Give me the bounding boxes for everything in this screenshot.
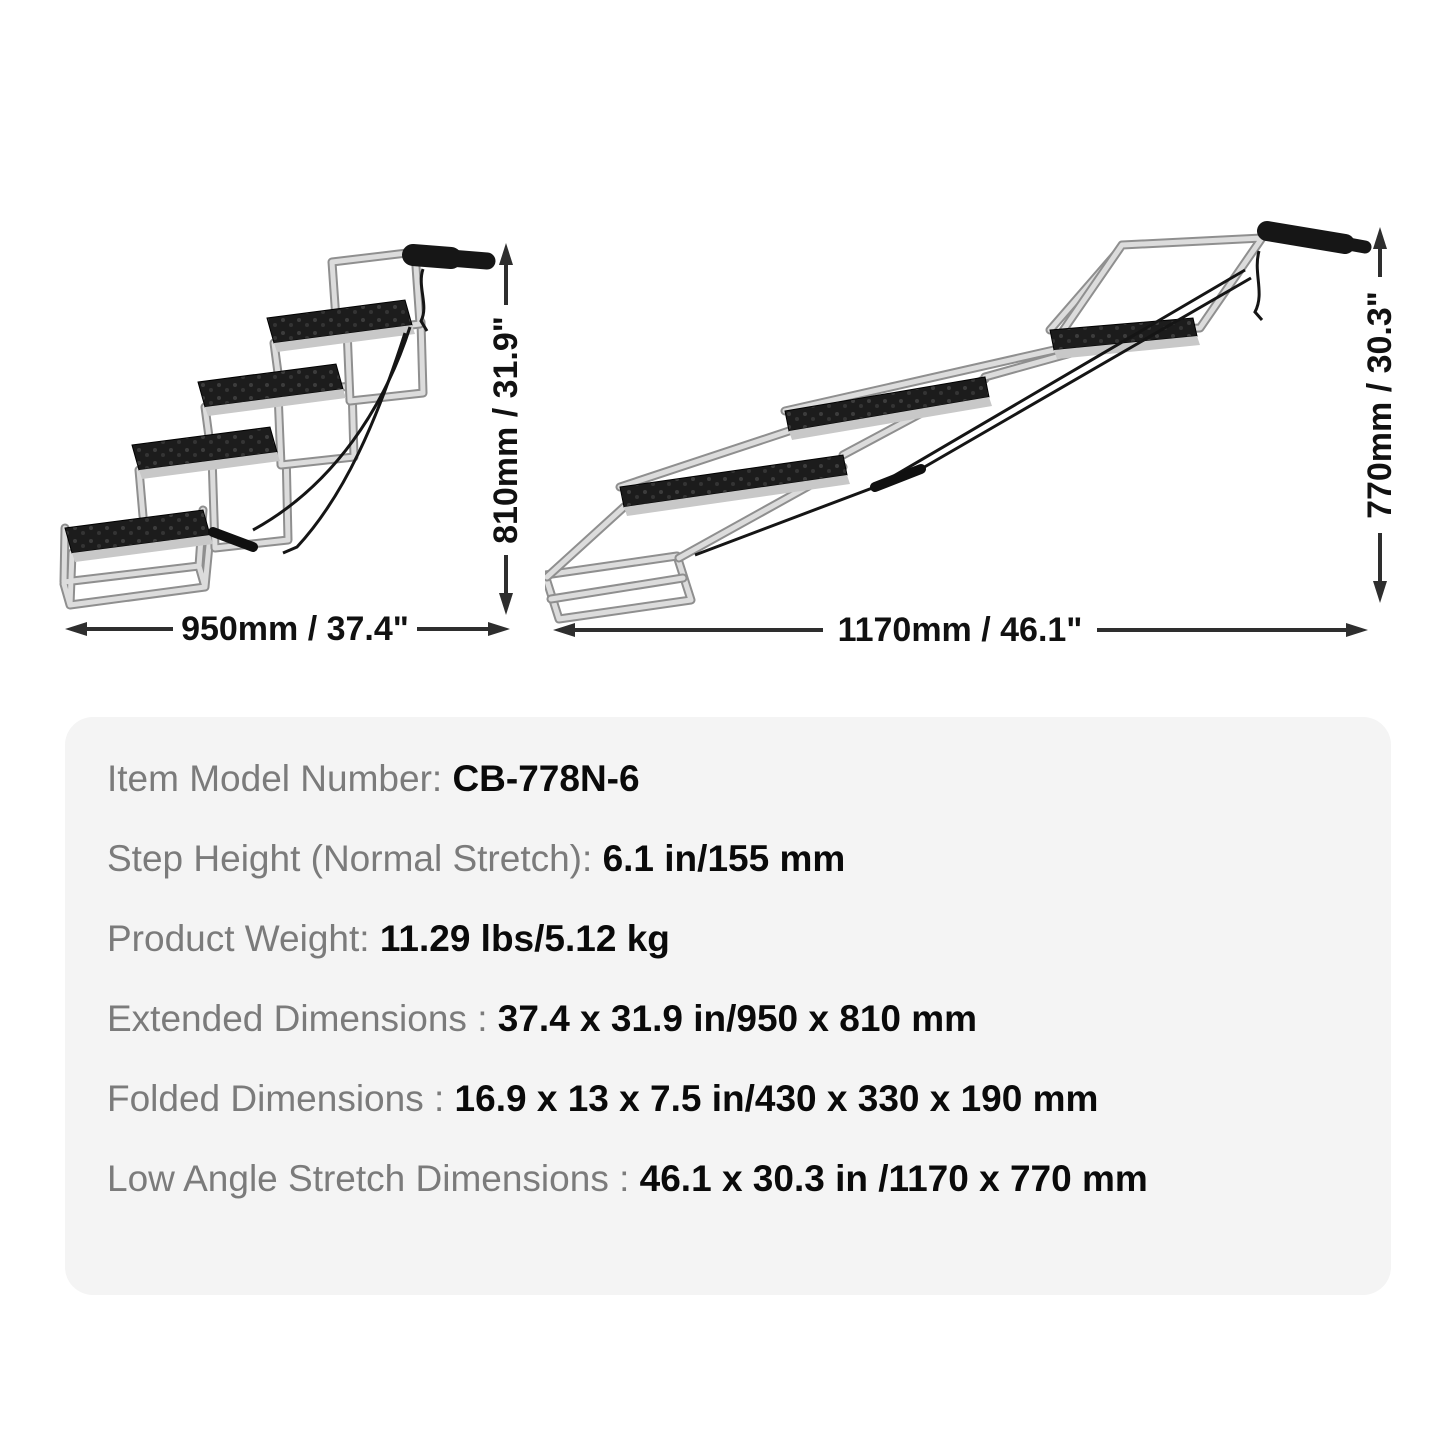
spec-label: Extended Dimensions : — [107, 998, 498, 1039]
height-dimension-line — [1361, 227, 1399, 603]
spec-label: Step Height (Normal Stretch): — [107, 838, 603, 879]
spec-label: Low Angle Stretch Dimensions : — [107, 1158, 640, 1199]
low-angle-view-image — [545, 215, 1400, 650]
width-dimension-line — [65, 610, 510, 645]
pet-stairs-extended-drawing — [55, 225, 525, 645]
extended-view-image — [55, 225, 525, 645]
spec-value: 16.9 x 13 x 7.5 in/430 x 330 x 190 mm — [454, 1078, 1099, 1119]
spec-row-model-number — [107, 739, 1361, 819]
spec-row-step-height — [107, 819, 1361, 899]
extended-width-dimension-label: 950mm / 37.4" — [181, 610, 409, 645]
spec-value: 6.1 in/155 mm — [602, 838, 846, 879]
pet-stairs-low-angle-drawing — [545, 215, 1400, 650]
spec-row-extended-dimensions — [107, 979, 1361, 1059]
spec-label: Item Model Number: — [107, 758, 453, 799]
spec-value: 11.29 lbs/5.12 kg — [379, 918, 670, 959]
spec-row-folded-dimensions — [107, 1059, 1361, 1139]
width-dimension-line — [553, 611, 1368, 649]
spec-value: 37.4 x 31.9 in/950 x 810 mm — [497, 998, 978, 1039]
low-angle-width-dimension-label: 1170mm / 46.1" — [837, 611, 1083, 649]
spec-value: 46.1 x 30.3 in /1170 x 770 mm — [639, 1158, 1148, 1199]
height-dimension-line — [487, 243, 525, 615]
spec-label: Product Weight: — [107, 918, 380, 959]
spec-panel — [65, 717, 1391, 1295]
stairs-frame — [545, 238, 1262, 619]
spec-row-product-weight — [107, 899, 1361, 979]
extended-height-dimension-label: 810mm / 31.9" — [487, 316, 525, 544]
spec-row-low-angle-dimensions — [107, 1139, 1361, 1219]
spec-label: Folded Dimensions : — [107, 1078, 455, 1119]
low-angle-height-dimension-label: 770mm / 30.3" — [1361, 291, 1399, 519]
spec-value: CB-778N-6 — [452, 758, 640, 799]
carry-handle — [1255, 231, 1365, 320]
